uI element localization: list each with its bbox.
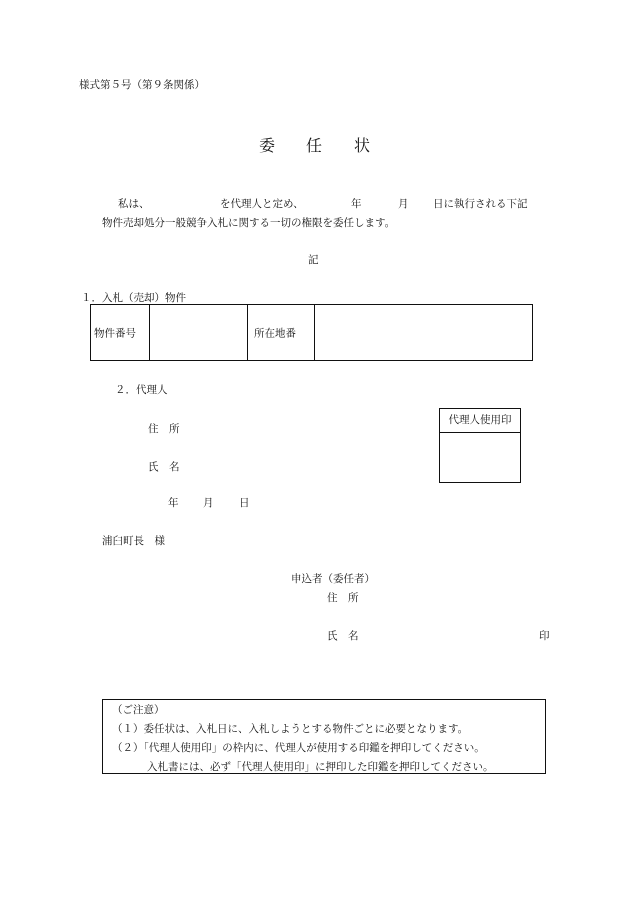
property-number-value-cell[interactable]	[150, 305, 248, 360]
agent-date-day: 日	[239, 497, 250, 509]
location-label: 所在地番	[254, 327, 296, 339]
section-2-label: ２．代理人	[115, 384, 168, 396]
notice-item-2-continued: 入札書には、必ず「代理人使用印」に押印した印鑑を押印してください。	[147, 761, 494, 773]
ki-label: 記	[308, 254, 319, 266]
applicant-name-label: 氏 名	[327, 630, 359, 642]
property-table	[90, 304, 533, 361]
agent-address-label: 住 所	[148, 423, 180, 435]
notice-item-2: （２）「代理人使用印」の枠内に、代理人が使用する印鑑を押印してください。	[112, 742, 485, 754]
notice-item-1: （１）委任状は、入札日に、入札しようとする物件ごとに必要となります。	[112, 723, 469, 735]
agent-stamp-label: 代理人使用印	[440, 409, 520, 433]
body-year: 年	[351, 198, 362, 210]
location-value-cell[interactable]	[315, 305, 532, 360]
property-number-label: 物件番号	[94, 327, 136, 339]
body-line-2: 物件売却処分一般競争入札に関する一切の権限を委任します。	[102, 217, 396, 229]
applicant-seal-mark: 印	[539, 630, 550, 642]
body-month: 月	[398, 198, 409, 210]
title-char-1: 委	[259, 136, 276, 155]
applicant-label: 申込者（委任者）	[291, 573, 375, 585]
body-agent-phrase: を代理人と定め、	[220, 198, 304, 210]
agent-name-label: 氏 名	[148, 461, 180, 473]
title-char-3: 状	[354, 136, 371, 155]
agent-stamp-box	[439, 408, 521, 483]
agent-date-month: 月	[203, 497, 214, 509]
applicant-address-label: 住 所	[327, 592, 359, 604]
property-number-label-cell	[91, 305, 150, 360]
body-day-phrase: 日に執行される下記	[433, 198, 528, 210]
title-char-2: 任	[306, 136, 323, 155]
addressee: 浦臼町長 様	[102, 535, 165, 547]
section-1-label: １．入札（売却）物件	[81, 292, 186, 304]
location-label-cell	[248, 305, 315, 360]
notice-box	[102, 699, 546, 774]
agent-date-year: 年	[168, 497, 179, 509]
notice-heading: （ご注意）	[112, 704, 165, 716]
body-watashi: 私は、	[118, 198, 150, 210]
form-number: 様式第５号（第９条関係）	[79, 79, 205, 91]
